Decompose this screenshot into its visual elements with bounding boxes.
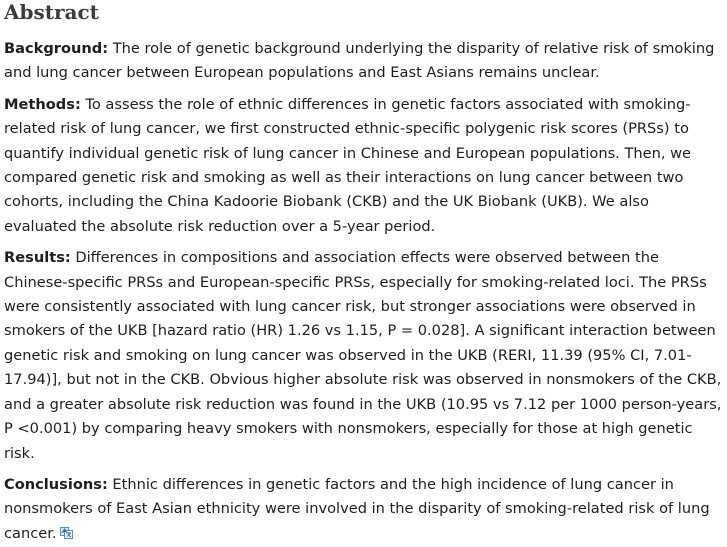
conclusions-text: Ethnic differences in genetic factors and the high incidence of lung cancer in nonsmokers of East Asian ethnicity were involved in the disparity of smoking-related risk of lung cancer. — [4, 475, 710, 542]
abstract-title: Abstract — [4, 0, 99, 24]
results-text: Differences in compositions and association effects were observed between the Chinese-specific PRSs and European-specific PRSs, especially for smoking-related loci. The PRSs were consistently associated with lung cancer risk, but stronger associations were observed in smokers of the UKB [hazard ratio (HR) 1.26 vs 1.15, P = 0.028]. A significant interaction between genetic risk and smoking on lung cancer was observed in the UKB (RERI, 11.39 (95% CI, 7.01-17.94)], but not in the CKB. Obvious higher absolute risk was observed in nonsmokers of the CKB, and a greater absolute risk reduction was found in the UKB (10.95 vs 7.12 per 1000 person-years, P <0.001) by comparing heavy smokers with nonsmokers, especially for those at high genetic risk. — [4, 249, 722, 462]
conclusions-paragraph — [4, 473, 723, 546]
results-heading: Results: — [4, 249, 71, 267]
background-heading: Background: — [4, 40, 109, 57]
results-paragraph — [4, 246, 723, 466]
conclusions-heading: Conclusions: — [4, 475, 108, 493]
methods-heading: Methods: — [4, 95, 81, 113]
translate-icon[interactable] — [60, 523, 73, 535]
methods-paragraph — [4, 93, 723, 239]
background-paragraph — [4, 37, 723, 86]
methods-text: To assess the role of ethnic differences in genetic factors associated with smoking-related risk of lung cancer, we first constructed ethnic-specific polygenic risk scores (PRSs) to quantify individual genetic risk of lung cancer in Chinese and European populations. Then, we compared genetic risk and smoking as well as their interactions on lung cancer between two cohorts, including the China Kadoorie Biobank (CKB) and the UK Biobank (UKB). We also evaluated the absolute risk reduction over a 5-year period. — [4, 95, 692, 235]
background-text: The role of genetic background underlying the disparity of relative risk of smoking and lung cancer between European populations and East Asians remains unclear. — [4, 40, 715, 82]
